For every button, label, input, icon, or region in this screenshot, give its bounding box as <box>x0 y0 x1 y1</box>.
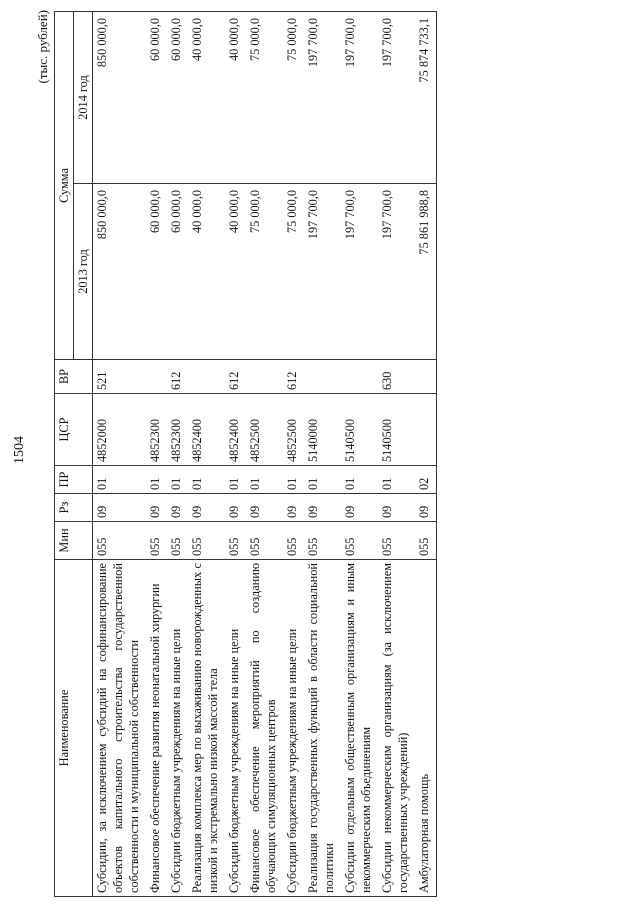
row-amount-2014: 197 700,0 <box>341 11 378 183</box>
table-row <box>188 11 225 896</box>
row-csr <box>415 394 437 466</box>
row-amount-2013: 75 861 988,8 <box>415 184 437 360</box>
row-csr: 4852400 <box>188 394 225 466</box>
row-rz: 09 <box>146 494 167 522</box>
row-vr: 612 <box>167 360 188 394</box>
row-min: 055 <box>378 522 415 560</box>
row-name: Амбулаторная помощь <box>415 560 437 897</box>
row-amount-2014: 197 700,0 <box>304 11 341 183</box>
row-amount-2013: 197 700,0 <box>341 184 378 360</box>
row-min: 055 <box>341 522 378 560</box>
row-amount-2013: 40 000,0 <box>188 184 225 360</box>
row-min: 055 <box>93 522 147 560</box>
row-min: 055 <box>415 522 437 560</box>
table-row <box>341 11 378 896</box>
row-rz: 09 <box>283 494 304 522</box>
row-name: Субсидии, за исключением субсидий на софинансирование объектов капитального строительства государственной собственности и муниципальной собственности <box>93 560 147 897</box>
row-rz: 09 <box>93 494 147 522</box>
row-min: 055 <box>304 522 341 560</box>
row-vr <box>304 360 341 394</box>
row-pr: 01 <box>225 466 246 494</box>
row-amount-2013: 197 700,0 <box>378 184 415 360</box>
row-pr: 02 <box>415 466 437 494</box>
row-pr: 01 <box>188 466 225 494</box>
row-csr: 4852300 <box>146 394 167 466</box>
row-pr: 01 <box>167 466 188 494</box>
header-csr: ЦСР <box>55 394 93 466</box>
row-csr: 4852400 <box>225 394 246 466</box>
units-label: (тыс. рублей) <box>35 10 50 84</box>
row-amount-2013: 40 000,0 <box>225 184 246 360</box>
row-pr: 01 <box>341 466 378 494</box>
row-amount-2013: 60 000,0 <box>167 184 188 360</box>
header-name: Наименование <box>55 560 93 897</box>
row-pr: 01 <box>93 466 147 494</box>
row-amount-2014: 75 000,0 <box>283 11 304 183</box>
table-row <box>304 11 341 896</box>
row-min: 055 <box>146 522 167 560</box>
row-vr: 521 <box>93 360 147 394</box>
row-vr: 612 <box>283 360 304 394</box>
row-vr <box>415 360 437 394</box>
row-name: Субсидии бюджетным учреждениям на иные цели <box>225 560 246 897</box>
row-pr: 01 <box>146 466 167 494</box>
row-csr: 4852500 <box>283 394 304 466</box>
table-row <box>146 11 167 896</box>
row-amount-2014: 850 000,0 <box>93 11 147 183</box>
row-rz: 09 <box>167 494 188 522</box>
row-min: 055 <box>225 522 246 560</box>
row-amount-2014: 75 000,0 <box>246 11 283 183</box>
row-pr: 01 <box>246 466 283 494</box>
header-amount: Сумма <box>55 11 74 359</box>
table-body <box>93 11 437 896</box>
header-pr: ПР <box>55 466 93 494</box>
row-csr: 5140500 <box>341 394 378 466</box>
header-min: Мин <box>55 522 93 560</box>
table-row <box>378 11 415 896</box>
row-amount-2013: 850 000,0 <box>93 184 147 360</box>
row-rz: 09 <box>304 494 341 522</box>
row-pr: 01 <box>378 466 415 494</box>
row-vr <box>341 360 378 394</box>
table-header-row <box>55 11 74 896</box>
row-amount-2014: 60 000,0 <box>167 11 188 183</box>
header-year-2014: 2014 год <box>74 11 93 183</box>
row-amount-2014: 197 700,0 <box>378 11 415 183</box>
row-csr: 5140000 <box>304 394 341 466</box>
row-vr <box>246 360 283 394</box>
row-name: Субсидии бюджетным учреждениям на иные цели <box>167 560 188 897</box>
row-csr: 5140500 <box>378 394 415 466</box>
row-amount-2013: 75 000,0 <box>246 184 283 360</box>
header-rz: Рз <box>55 494 93 522</box>
row-csr: 4852500 <box>246 394 283 466</box>
table-row <box>283 11 304 896</box>
row-name: Субсидии бюджетным учреждениям на иные цели <box>283 560 304 897</box>
page-number: 1504 <box>12 436 27 464</box>
row-rz: 09 <box>341 494 378 522</box>
row-name: Финансовое обеспечение мероприятий по созданию обучающих симуляционных центров <box>246 560 283 897</box>
row-vr: 612 <box>225 360 246 394</box>
row-pr: 01 <box>283 466 304 494</box>
row-amount-2013: 60 000,0 <box>146 184 167 360</box>
row-min: 055 <box>188 522 225 560</box>
row-name: Реализация государственных функций в области социальной политики <box>304 560 341 897</box>
row-amount-2013: 75 000,0 <box>283 184 304 360</box>
table-row <box>225 11 246 896</box>
row-rz: 09 <box>225 494 246 522</box>
row-min: 055 <box>246 522 283 560</box>
row-min: 055 <box>283 522 304 560</box>
row-rz: 09 <box>246 494 283 522</box>
header-vr: ВР <box>55 360 93 394</box>
row-rz: 09 <box>378 494 415 522</box>
row-rz: 09 <box>188 494 225 522</box>
table-row <box>93 11 147 896</box>
row-vr <box>188 360 225 394</box>
row-amount-2014: 40 000,0 <box>188 11 225 183</box>
row-pr: 01 <box>304 466 341 494</box>
row-amount-2014: 60 000,0 <box>146 11 167 183</box>
row-amount-2014: 75 874 733,1 <box>415 11 437 183</box>
row-name: Субсидии некоммерческим организациям (за исключением государственных учреждений) <box>378 560 415 897</box>
table-row <box>246 11 283 896</box>
row-amount-2013: 197 700,0 <box>304 184 341 360</box>
row-vr: 630 <box>378 360 415 394</box>
row-amount-2014: 40 000,0 <box>225 11 246 183</box>
row-vr <box>146 360 167 394</box>
budget-table <box>54 11 437 897</box>
table-row <box>167 11 188 896</box>
header-year-2013: 2013 год <box>74 184 93 360</box>
row-rz: 09 <box>415 494 437 522</box>
row-min: 055 <box>167 522 188 560</box>
row-name: Финансовое обеспечение развития неонатальной хирургии <box>146 560 167 897</box>
row-name: Субсидии отдельным общественным организациям и иным некоммерческим объединениям <box>341 560 378 897</box>
row-csr: 4852000 <box>93 394 147 466</box>
row-csr: 4852300 <box>167 394 188 466</box>
table-row <box>415 11 437 896</box>
row-name: Реализация комплекса мер по выхаживанию новорожденных с низкой и экстремально низкой массой тела <box>188 560 225 897</box>
